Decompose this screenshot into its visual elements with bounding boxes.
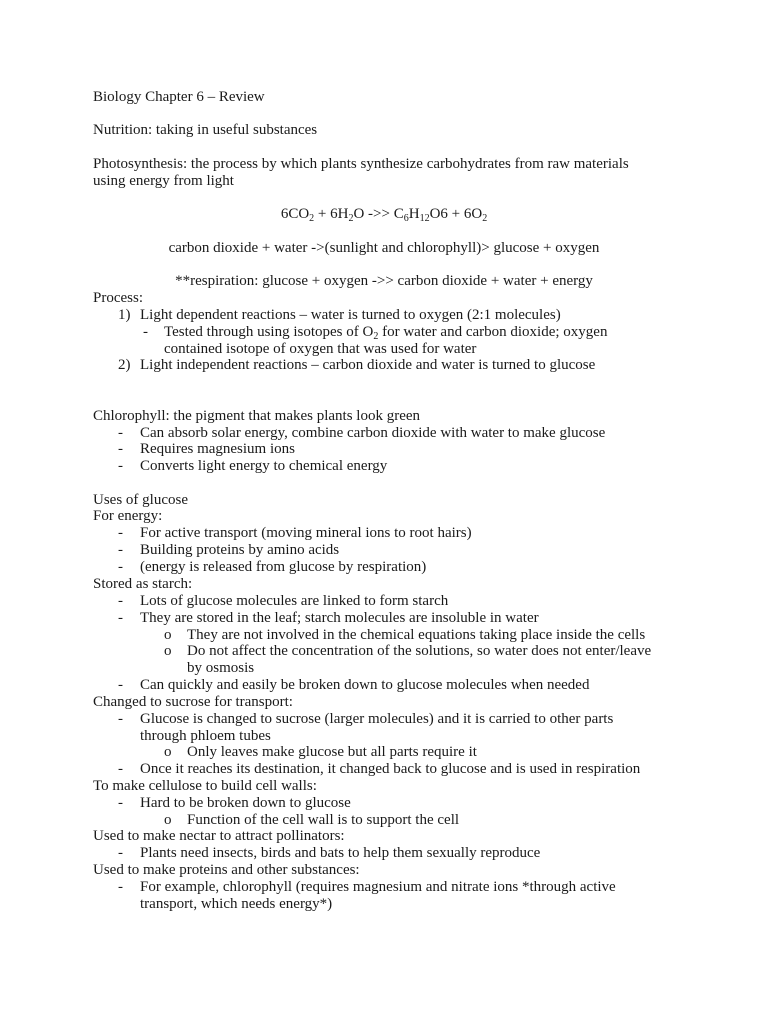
list-dash: - <box>118 542 123 558</box>
list-circle: o <box>164 643 172 659</box>
list-circle: o <box>164 812 172 828</box>
list-dash: - <box>118 761 123 777</box>
chemical-equation: $6CO_2 + 6H_2O$ ->> $C_6H_{12}O6 + 6O_2$ <box>280 206 488 224</box>
list-dash: - <box>118 610 123 626</box>
list-dash: - <box>118 441 123 457</box>
starch-label: Stored as starch: <box>93 576 193 592</box>
proteins-label: Used to make proteins and other substances: <box>93 862 360 878</box>
list-number: 2) <box>118 357 131 373</box>
sucrose-label: Changed to sucrose for transport: <box>93 694 293 710</box>
word-equation: carbon dioxide + water ->(sunlight and chlorophyll)> glucose + oxygen <box>168 240 600 256</box>
list-dash: - <box>118 879 123 895</box>
respiration-note: **respiration: glucose + oxygen ->> carbon dioxide + water + energy <box>175 273 593 289</box>
cellulose-label: To make cellulose to build cell walls: <box>93 778 317 794</box>
process-item-2: Light independent reactions – carbon dioxide and water is turned to glucose <box>140 357 596 373</box>
photosynthesis-definition-line-2: using energy from light <box>93 173 234 189</box>
starch-subitem-2-line-1: Do not affect the concentration of the solutions, so water does not enter/leave <box>187 643 652 659</box>
chlorophyll-item: Can absorb solar energy, combine carbon dioxide with water to make glucose <box>140 425 606 441</box>
list-circle: o <box>164 744 172 760</box>
starch-item-1: Lots of glucose molecules are linked to form starch <box>140 593 449 609</box>
list-circle: o <box>164 627 172 643</box>
starch-subitem-1: They are not involved in the chemical equations taking place inside the cells <box>187 627 646 643</box>
sucrose-item-1-line-2: through phloem tubes <box>140 728 271 744</box>
starch-item-3: Can quickly and easily be broken down to glucose molecules when needed <box>140 677 590 693</box>
process-item-1: Light dependent reactions – water is turned to oxygen (2:1 molecules) <box>140 307 561 323</box>
starch-item-2: They are stored in the leaf; starch molecules are insoluble in water <box>140 610 539 626</box>
proteins-item-1-line-1: For example, chlorophyll (requires magnesium and nitrate ions *through active <box>140 879 616 895</box>
photosynthesis-definition-line-1: Photosynthesis: the process by which plants synthesize carbohydrates from raw materials <box>93 156 629 172</box>
nectar-label: Used to make nectar to attract pollinators: <box>93 828 345 844</box>
nutrition-definition: Nutrition: taking in useful substances <box>93 122 318 138</box>
list-dash: - <box>143 324 148 340</box>
proteins-item-1-line-2: transport, which needs energy*) <box>140 896 333 912</box>
sucrose-subitem-1: Only leaves make glucose but all parts require it <box>187 744 477 760</box>
list-dash: - <box>118 525 123 541</box>
sucrose-item-1-line-1: Glucose is changed to sucrose (larger molecules) and it is carried to other parts <box>140 711 614 727</box>
nectar-item-1: Plants need insects, birds and bats to help them sexually reproduce <box>140 845 541 861</box>
energy-item: Building proteins by amino acids <box>140 542 340 558</box>
list-dash: - <box>118 458 123 474</box>
chlorophyll-heading: Chlorophyll: the pigment that makes plants look green <box>93 408 421 424</box>
list-dash: - <box>118 425 123 441</box>
list-dash: - <box>118 711 123 727</box>
list-dash: - <box>118 845 123 861</box>
energy-item: (energy is released from glucose by respiration) <box>140 559 427 575</box>
cellulose-subitem-1: Function of the cell wall is to support the cell <box>187 812 460 828</box>
process-subitem-1-line-2: contained isotope of oxygen that was used for water <box>164 341 477 357</box>
page-title: Biology Chapter 6 – Review <box>93 89 265 105</box>
sucrose-item-2: Once it reaches its destination, it changed back to glucose and is used in respiration <box>140 761 641 777</box>
list-number: 1) <box>118 307 131 323</box>
process-subitem-1-line-1: Tested through using isotopes of $O_2$ for water and carbon dioxide; oxygen <box>164 324 608 342</box>
list-dash: - <box>118 677 123 693</box>
chlorophyll-item: Converts light energy to chemical energy <box>140 458 388 474</box>
starch-subitem-2-line-2: by osmosis <box>187 660 255 676</box>
glucose-heading: Uses of glucose <box>93 492 188 508</box>
chlorophyll-item: Requires magnesium ions <box>140 441 295 457</box>
list-dash: - <box>118 559 123 575</box>
cellulose-item-1: Hard to be broken down to glucose <box>140 795 351 811</box>
process-label: Process: <box>93 290 143 306</box>
list-dash: - <box>118 795 123 811</box>
list-dash: - <box>118 593 123 609</box>
energy-label: For energy: <box>93 508 163 524</box>
energy-item: For active transport (moving mineral ions to root hairs) <box>140 525 472 541</box>
